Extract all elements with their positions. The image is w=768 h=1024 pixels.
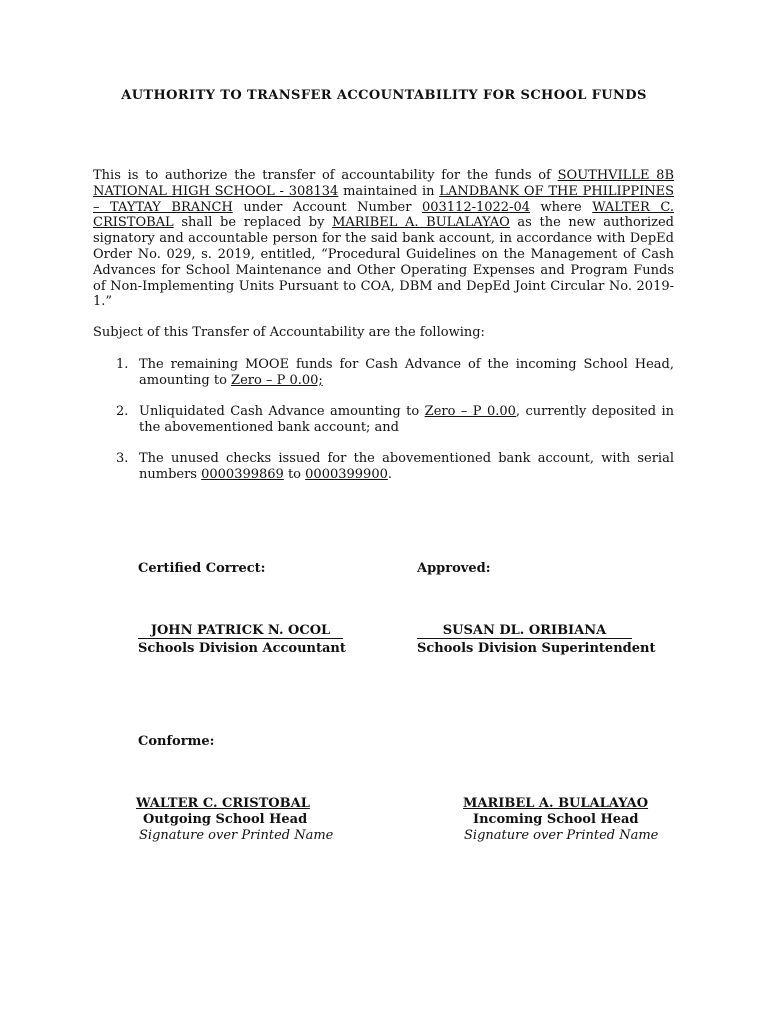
- intro-text-3: under Account Number: [232, 199, 422, 215]
- approver-block: [417, 624, 655, 657]
- intro-text-1: This is to authorize the transfer of accountability for the funds of: [93, 168, 558, 183]
- approved-label: Approved:: [417, 561, 491, 576]
- list-number: 3.: [116, 451, 129, 466]
- certifier-position: Schools Division Accountant: [138, 641, 346, 656]
- intro-text-5: shall be replaced by: [173, 215, 333, 231]
- subject-line: Subject of this Transfer of Accountability are the following:: [93, 325, 485, 340]
- incoming-signatory-block: [463, 796, 658, 844]
- list-item-text: The unused checks issued for the abovementioned bank account, with serial numbers 0000399869 to 0000399900.: [139, 451, 674, 482]
- list-item: [116, 357, 674, 389]
- account-number: 003112-1022-04: [421, 199, 531, 215]
- certifier-name: JOHN PATRICK N. OCOL: [138, 624, 343, 639]
- bank-name: LANDBANK OF THE PHILIPPINES – TAYTAY BRANCH: [93, 183, 675, 215]
- outgoing-signatory-role: Outgoing School Head: [143, 812, 308, 827]
- intro-paragraph: [93, 168, 674, 310]
- outgoing-signature-note: Signature over Printed Name: [139, 828, 334, 843]
- certifier-block: [138, 624, 346, 657]
- conforme-label: Conforme:: [138, 734, 215, 749]
- amount-value: Zero – P 0.00;: [231, 372, 323, 388]
- serial-from: 0000399869: [201, 466, 284, 482]
- document-title: AUTHORITY TO TRANSFER ACCOUNTABILITY FOR SCHOOL FUNDS: [121, 88, 647, 103]
- certified-correct-label: Certified Correct:: [138, 561, 266, 576]
- incoming-name-inline: MARIBEL A. BULALAYAO: [332, 215, 510, 231]
- outgoing-signatory-name: WALTER C. CRISTOBAL: [136, 796, 310, 811]
- approver-position: Schools Division Superintendent: [417, 641, 656, 656]
- list-item-text: Unliquidated Cash Advance amounting to Zero – P 0.00, currently deposited in the abovementioned bank account; and: [139, 404, 674, 435]
- outgoing-signatory-block: [136, 796, 333, 844]
- intro-text-4: where: [530, 199, 593, 215]
- approver-name: SUSAN DL. ORIBIANA: [417, 624, 632, 639]
- list-item: [116, 451, 674, 483]
- list-number: 2.: [116, 404, 129, 419]
- incoming-signature-note: Signature over Printed Name: [464, 828, 659, 843]
- intro-text-2: maintained in: [338, 183, 440, 199]
- outgoing-name-inline: WALTER C. CRISTOBAL: [93, 199, 674, 231]
- amount-value: Zero – P 0.00: [424, 404, 516, 419]
- incoming-signatory-role: Incoming School Head: [473, 812, 639, 827]
- list-item: [116, 404, 674, 436]
- incoming-signatory-name: MARIBEL A. BULALAYAO: [463, 796, 649, 811]
- list-number: 1.: [116, 357, 129, 372]
- serial-to: 0000399900: [305, 466, 388, 482]
- list-item-text: The remaining MOOE funds for Cash Advance of the incoming School Head, amounting to Zero – P 0.00;: [139, 357, 674, 388]
- intro-text-6: as the new authorized signatory and accountable person for the said bank account, in accordance with DepEd Order No. 029, s. 2019, entitled, “Procedural Guidelines on the Management of Cash Advances for School Maintenance and Other Operating Expenses and Program Funds of Non-Implementing Units Pursuant to COA, DBM and DepEd Joint Circular No. 2019-1.”: [93, 215, 675, 310]
- school-name: SOUTHVILLE 8B NATIONAL HIGH SCHOOL - 308134: [93, 168, 675, 199]
